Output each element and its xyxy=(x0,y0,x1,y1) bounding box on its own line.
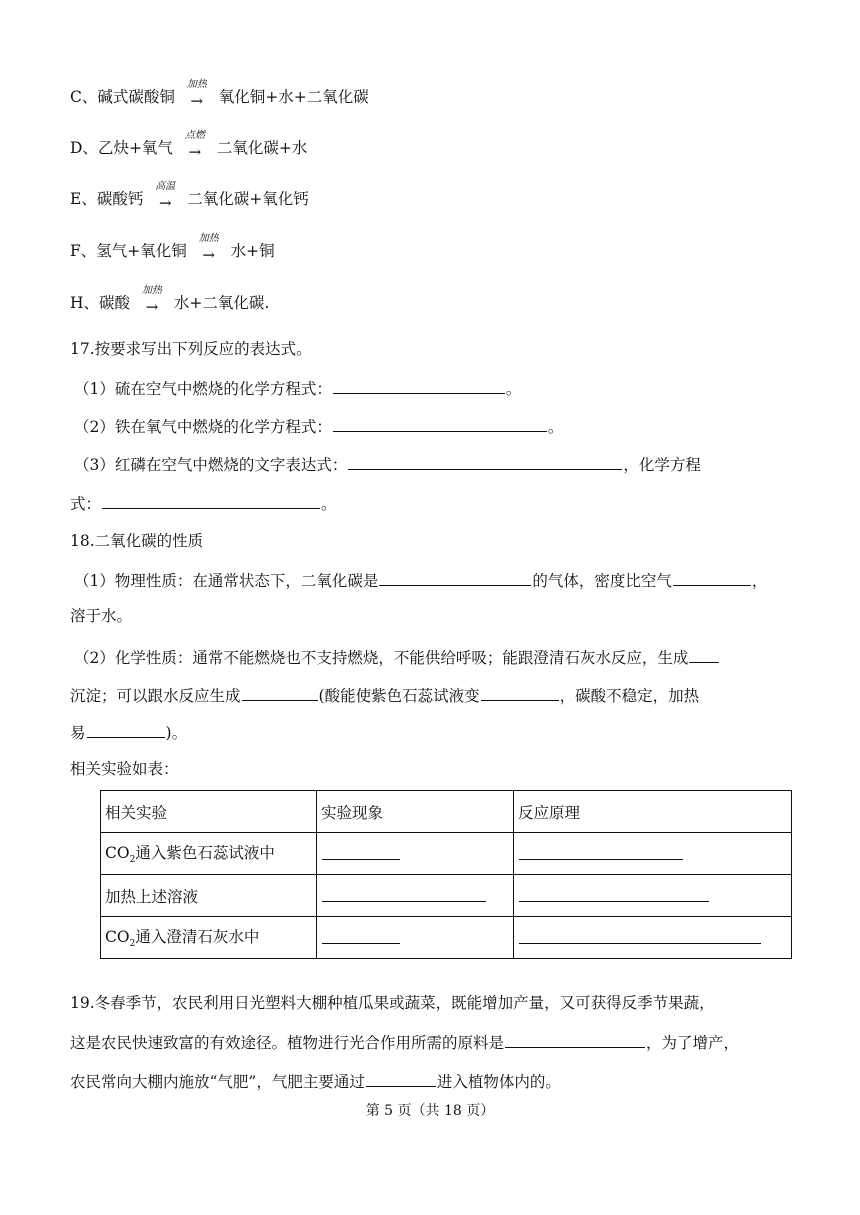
reaction-e xyxy=(70,181,309,212)
q18-p2-cont xyxy=(70,684,699,707)
reaction-arrow-icon xyxy=(182,79,212,110)
answer-blank[interactable] xyxy=(102,492,320,509)
answer-blank[interactable] xyxy=(242,684,318,701)
q17-item2 xyxy=(74,415,563,438)
q18-p1-cont: 溶于水。 xyxy=(70,607,133,625)
answer-blank[interactable] xyxy=(322,843,400,860)
experiment-table xyxy=(100,790,792,959)
answer-blank[interactable] xyxy=(333,377,505,394)
table-row xyxy=(101,833,792,875)
experiment-text: 加热上述溶液 xyxy=(105,887,199,906)
arrow-glyph: → xyxy=(190,92,204,110)
q19-text3: 农民常向大棚内施放“气肥”，气肥主要通过 xyxy=(70,1073,365,1091)
q18-p1-text: （1）物理性质：在通常状态下，二氧化碳是 xyxy=(74,572,379,590)
q18-p2-cont2 xyxy=(70,721,187,744)
reaction-condition: 点燃 xyxy=(184,130,205,141)
punct: 。 xyxy=(321,495,337,513)
reaction-c xyxy=(70,79,369,110)
reactants: 碳酸钙 xyxy=(96,190,144,208)
reaction-condition: 加热 xyxy=(186,79,207,90)
formula-sub: 2 xyxy=(129,855,136,866)
answer-blank[interactable] xyxy=(519,885,709,902)
experiment-cell xyxy=(101,917,317,959)
reactants: 乙炔+氧气 xyxy=(97,139,173,157)
arrow-glyph: → xyxy=(158,194,172,212)
answer-blank[interactable] xyxy=(379,569,531,586)
q18-p2-text2: 沉淀；可以跟水反应生成 xyxy=(70,687,241,705)
reaction-label: D、 xyxy=(70,139,98,157)
experiment-cell xyxy=(101,833,317,875)
answer-blank[interactable] xyxy=(333,415,547,432)
experiment-text: 通入澄清石灰水中 xyxy=(135,928,260,947)
q18-p1 xyxy=(74,569,767,592)
q19-text4: 进入植物体内的。 xyxy=(436,1073,561,1091)
arrow-glyph: → xyxy=(188,143,202,161)
reaction-condition: 加热 xyxy=(198,233,219,244)
products: 二氧化碳+氧化钙 xyxy=(187,190,309,208)
answer-blank[interactable] xyxy=(366,1070,436,1087)
q18-p2-text4: ，碳酸不稳定，加热 xyxy=(559,687,700,705)
reaction-arrow-icon xyxy=(137,285,167,316)
answer-blank[interactable] xyxy=(87,721,165,738)
table-header-row xyxy=(101,791,792,833)
q18-title: 18.二氧化碳的性质 xyxy=(70,532,204,550)
q19-line3 xyxy=(70,1070,561,1093)
table-row xyxy=(101,875,792,917)
table-header: 实验现象 xyxy=(317,791,514,833)
reaction-h xyxy=(70,285,270,316)
punct: 。 xyxy=(547,418,564,436)
formula-co: CO xyxy=(105,928,130,947)
phenomenon-cell[interactable] xyxy=(317,917,514,959)
reactants: 氢气+氧化铜 xyxy=(96,242,187,260)
reaction-f xyxy=(70,233,275,264)
q18-p2 xyxy=(74,646,720,669)
table-header: 相关实验 xyxy=(101,791,317,833)
q19-line2 xyxy=(70,1031,739,1054)
table-row xyxy=(101,917,792,959)
q19-text2: ，为了增产， xyxy=(646,1034,740,1052)
reaction-arrow-icon xyxy=(180,130,210,161)
products: 水+二氧化碳. xyxy=(173,294,270,312)
q17-item3-mid: ，化学方程 xyxy=(623,456,701,474)
answer-blank[interactable] xyxy=(505,1031,645,1048)
experiment-cell xyxy=(101,875,317,917)
q17-item1 xyxy=(74,377,521,400)
products: 二氧化碳+水 xyxy=(216,139,308,157)
answer-blank[interactable] xyxy=(519,927,761,944)
phenomenon-cell[interactable] xyxy=(317,875,514,917)
reaction-arrow-icon xyxy=(150,181,180,212)
answer-blank[interactable] xyxy=(519,843,683,860)
reaction-label: E、 xyxy=(70,190,97,208)
reaction-d xyxy=(70,130,308,161)
reaction-condition: 加热 xyxy=(141,285,162,296)
q18-p2-text: （2）化学性质：通常不能燃烧也不支持燃烧，不能供给呼吸；能跟澄清石灰水反应，生成 xyxy=(74,649,689,667)
q17-item3 xyxy=(74,453,701,476)
products: 氧化铜+水+二氧化碳 xyxy=(218,88,369,106)
formula-co: CO xyxy=(105,844,130,863)
answer-blank[interactable] xyxy=(481,684,559,701)
answer-blank[interactable] xyxy=(322,927,400,944)
answer-blank[interactable] xyxy=(673,569,751,586)
formula-sub: 2 xyxy=(129,939,136,950)
principle-cell[interactable] xyxy=(514,833,792,875)
q17-item3-text: （3）红磷在空气中燃烧的文字表达式： xyxy=(74,456,348,474)
q17-item2-text: （2）铁在氧气中燃烧的化学方程式： xyxy=(74,418,332,436)
q18-p2-text5: 易 xyxy=(70,724,86,742)
q17-item3-cont-text: 式： xyxy=(70,495,102,513)
answer-blank[interactable] xyxy=(689,646,719,663)
punct: 。 xyxy=(505,380,522,398)
table-intro: 相关实验如表： xyxy=(70,760,179,778)
q18-p2-text6: )。 xyxy=(165,724,188,742)
q17-item1-text: （1）硫在空气中燃烧的化学方程式： xyxy=(74,380,332,398)
arrow-glyph: → xyxy=(202,246,215,264)
q17-title: 17.按要求写出下列反应的表达式。 xyxy=(70,340,312,358)
punct: ， xyxy=(751,572,768,590)
reaction-label: C、 xyxy=(70,88,98,106)
reactants: 碳酸 xyxy=(99,294,131,312)
reaction-label: F、 xyxy=(70,242,97,260)
products: 水+铜 xyxy=(230,242,275,260)
q19-line1: 19.冬春季节，农民利用日光塑料大棚种植瓜果或蔬菜，既能增加产量，又可获得反季节果蔬， xyxy=(70,994,715,1012)
experiment-text: 通入紫色石蕊试液中 xyxy=(135,844,275,863)
reaction-arrow-icon xyxy=(194,233,224,264)
principle-cell[interactable] xyxy=(514,875,792,917)
q18-p1-text2: 的气体，密度比空气 xyxy=(532,572,672,590)
q17-item3-cont xyxy=(70,492,337,515)
reaction-label: H、 xyxy=(70,294,100,312)
table-header: 反应原理 xyxy=(514,791,792,833)
q19-text: 这是农民快速致富的有效途径。植物进行光合作用所需的原料是 xyxy=(70,1034,505,1052)
phenomenon-cell[interactable] xyxy=(317,833,514,875)
answer-blank[interactable] xyxy=(348,453,622,470)
answer-blank[interactable] xyxy=(322,885,486,902)
reaction-condition: 高温 xyxy=(155,181,176,192)
reactants: 碱式碳酸铜 xyxy=(97,88,175,106)
arrow-glyph: → xyxy=(145,298,159,316)
principle-cell[interactable] xyxy=(514,917,792,959)
q18-p2-text3: (酸能使紫色石蕊试液变 xyxy=(318,687,480,705)
page-footer: 第 5 页（共 18 页） xyxy=(365,1103,495,1119)
